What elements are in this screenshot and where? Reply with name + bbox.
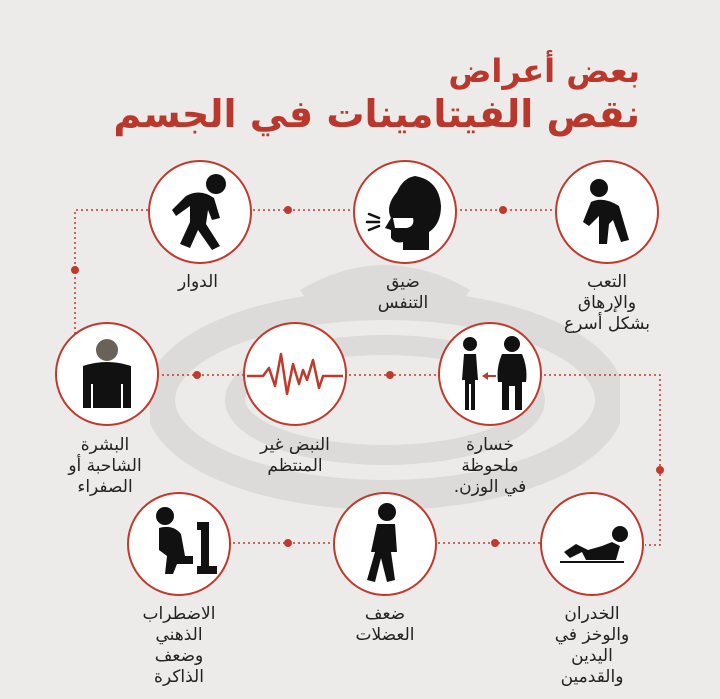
symptom-numbness (540, 492, 646, 598)
symptom-breathing (353, 160, 459, 266)
heartbeat-icon (245, 324, 345, 424)
symptom-fatigue (555, 160, 661, 266)
title-line-1: بعض أعراض (448, 52, 640, 90)
title-line-2: نقص الفيتامينات في الجسم (113, 92, 640, 136)
tired-person-icon (557, 162, 657, 262)
symptom-label-pale-skin: البشرة الشاحبة أو الصفراء (68, 435, 142, 497)
weight-loss-icon (440, 324, 540, 424)
symptom-circle (127, 492, 231, 596)
symptom-label-weight-loss: خسارة ملحوظة في الوزن. (453, 435, 527, 497)
symptom-circle (353, 160, 457, 264)
dizzy-person-icon (150, 162, 250, 262)
symptom-circle (55, 322, 159, 426)
thinking-person-icon (129, 494, 229, 594)
breathing-head-icon (355, 162, 455, 262)
symptom-mental-confusion (127, 492, 233, 598)
symptom-label-muscle-weakness: ضعف العضلات (355, 604, 415, 645)
symptom-weight-loss (438, 322, 544, 428)
pale-person-icon (57, 324, 157, 424)
symptom-pale-skin (55, 322, 161, 428)
symptom-label-mental-confusion: الاضطراب الذهني وضعف الذاكرة (142, 604, 216, 687)
symptom-circle (438, 322, 542, 426)
symptom-circle (540, 492, 644, 596)
symptom-circle (555, 160, 659, 264)
symptom-label-irregular-pulse: النبض غير المنتظم (260, 435, 330, 476)
weak-walking-icon (335, 494, 435, 594)
symptom-circle (333, 492, 437, 596)
lying-person-icon (542, 494, 642, 594)
symptom-circle (243, 322, 347, 426)
symptom-label-dizziness: الدوار (178, 272, 218, 292)
symptom-label-numbness: الخدران والوخز في اليدين والقدمين (554, 604, 630, 687)
symptom-label-fatigue: التعب والإرهاق بشكل أسرع (563, 272, 651, 334)
symptom-label-breathing: ضيق التنفس (377, 272, 429, 313)
symptom-muscle-weakness (333, 492, 439, 598)
symptom-irregular-pulse (243, 322, 349, 428)
symptom-dizziness (148, 160, 254, 266)
symptom-circle (148, 160, 252, 264)
